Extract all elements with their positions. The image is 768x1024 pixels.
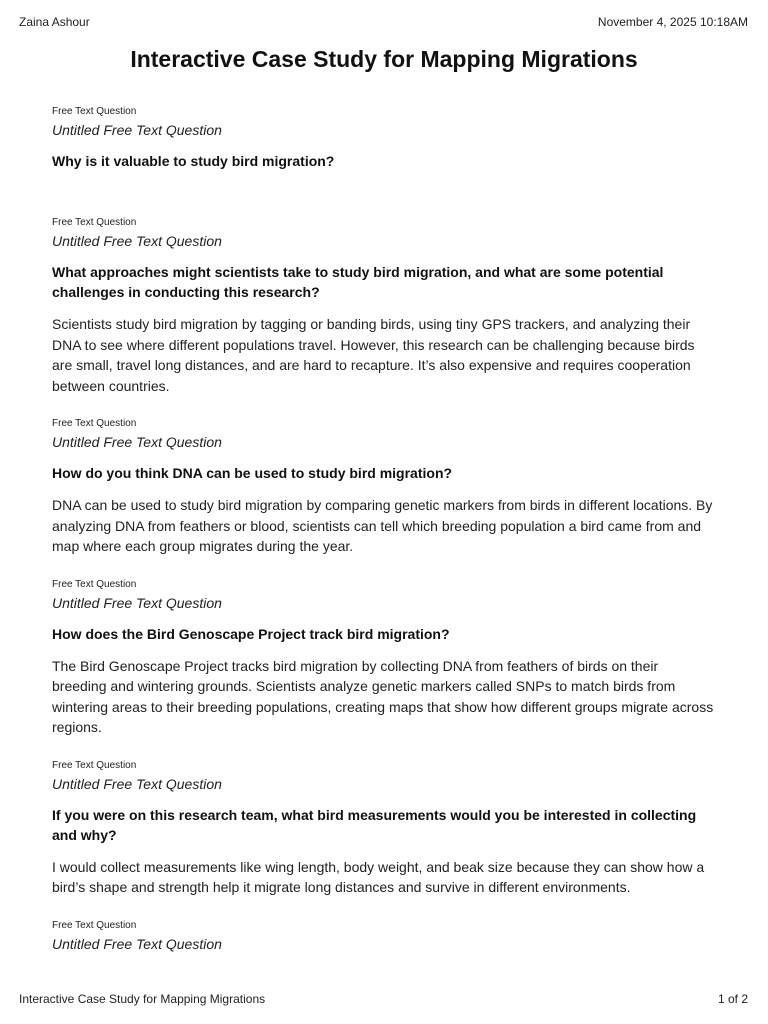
- question-block: [52, 920, 716, 953]
- answer-text: [52, 175, 716, 195]
- question-type-label: Free Text Question: [52, 578, 137, 590]
- footer-document-title: Interactive Case Study for Mapping Migrations: [19, 992, 266, 1006]
- question-title: Untitled Free Text Question: [52, 434, 222, 450]
- answer-text: The Bird Genoscape Project tracks bird migration by collecting DNA from feathers of birds on their breeding and wintering grounds. Scientists analyze genetic markers called SNPs to match birds from wintering areas to their breeding populations, creating maps that show how different groups migrate across regions.: [52, 657, 714, 735]
- question-block: [52, 760, 716, 898]
- page-footer: [19, 992, 748, 1006]
- question-type-label: Free Text Question: [52, 759, 137, 771]
- question-title: Untitled Free Text Question: [52, 122, 222, 138]
- question-title: Untitled Free Text Question: [52, 775, 222, 792]
- question-block: [52, 418, 716, 557]
- question-list: [52, 106, 716, 975]
- author-name: Zaina Ashour: [19, 15, 90, 29]
- question-block: [52, 217, 716, 396]
- question-type-label: Free Text Question: [52, 418, 137, 429]
- question-prompt: Why is it valuable to study bird migration?: [52, 153, 335, 169]
- question-prompt: What approaches might scientists take to study bird migration, and what are some potential challenges in conducting this research?: [52, 264, 664, 300]
- print-timestamp: November 4, 2025 10:18AM: [597, 15, 748, 29]
- answer-text: Scientists study bird migration by tagging or banding birds, using tiny GPS trackers, and analyzing their DNA to see where different populations travel. However, this research can be challenging because birds are small, travel long distances, and are hard to recapture. It’s also expensive and requires cooperation between countries.: [52, 316, 695, 394]
- question-type-label: Free Text Question: [52, 919, 137, 931]
- page-header: [19, 15, 748, 29]
- answer-text: I would collect measurements like wing length, body weight, and beak size because they can show how a bird’s shape and strength help it migrate long distances and survive in different environments.: [52, 858, 705, 895]
- question-type-label: Free Text Question: [52, 106, 137, 117]
- answer-text: DNA can be used to study bird migration by comparing genetic markers from birds in different locations. By analyzing DNA from feathers or blood, scientists can tell which breeding population a bird came from and map where each group migrates during the year.: [52, 497, 713, 554]
- question-block: [52, 106, 716, 195]
- question-block: [52, 579, 716, 738]
- question-prompt: How does the Bird Genoscape Project track bird migration?: [52, 625, 450, 642]
- question-type-label: Free Text Question: [52, 217, 137, 228]
- question-prompt: How do you think DNA can be used to study bird migration?: [52, 465, 453, 481]
- document-title: Interactive Case Study for Mapping Migrations: [130, 46, 638, 72]
- page-number: 1 of 2: [717, 992, 748, 1006]
- question-title: Untitled Free Text Question: [52, 594, 222, 611]
- question-title: Untitled Free Text Question: [52, 233, 222, 249]
- question-title: Untitled Free Text Question: [52, 935, 222, 952]
- question-prompt: If you were on this research team, what bird measurements would you be interested in collecting and why?: [52, 806, 697, 843]
